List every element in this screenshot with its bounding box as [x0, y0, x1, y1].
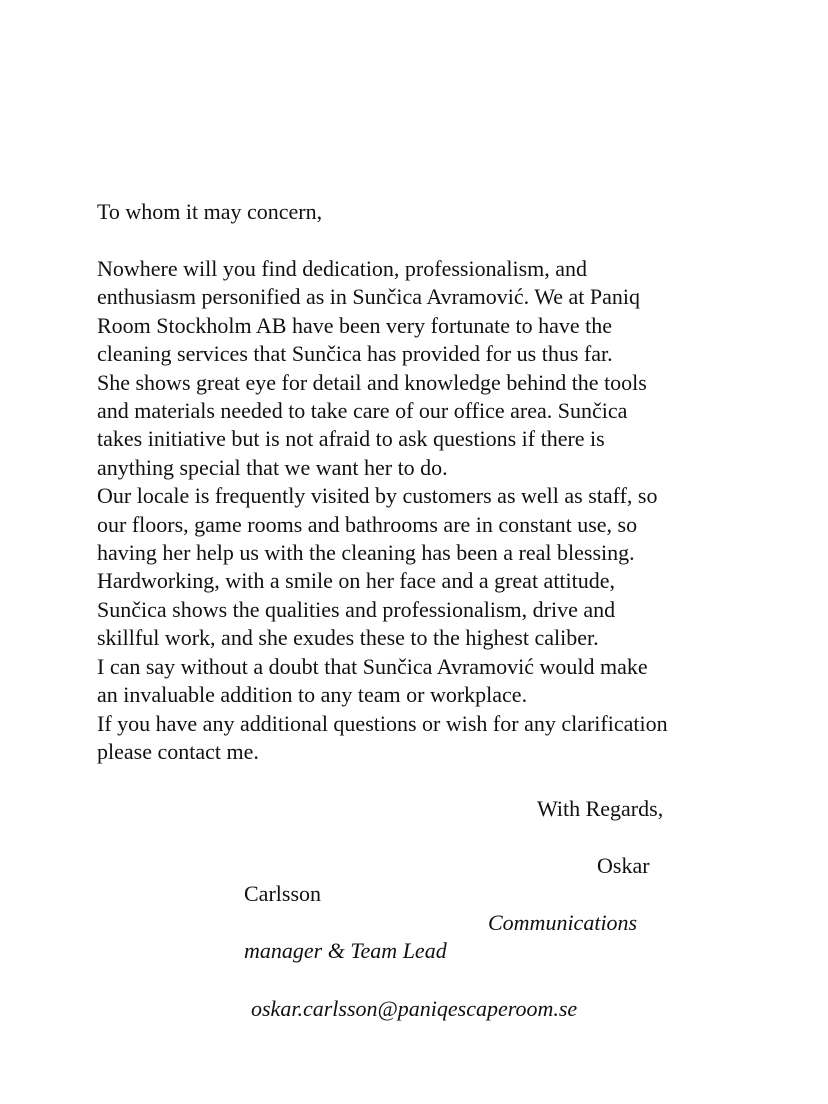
letter-body	[97, 255, 797, 766]
body-line: and materials needed to take care of our office area. Sunčica	[97, 398, 628, 424]
body-line: If you have any additional questions or wish for any clarification	[97, 710, 668, 736]
body-line: Room Stockholm AB have been very fortunate to have the	[97, 312, 613, 338]
signature-first-name: Oskar	[597, 853, 650, 878]
body-line: She shows great eye for detail and knowledge behind the tools	[97, 369, 647, 395]
body-line: Sunčica shows the qualities and professionalism, drive and	[97, 596, 616, 622]
body-line: having her help us with the cleaning has been a real blessing.	[97, 540, 635, 566]
body-line: our floors, game rooms and bathrooms are in constant use, so	[97, 511, 638, 537]
body-line: please contact me.	[97, 738, 259, 764]
body-line: cleaning services that Sunčica has provided for us thus far.	[97, 341, 613, 367]
body-line: skillful work, and she exudes these to the highest caliber.	[97, 625, 599, 651]
body-line: I can say without a doubt that Sunčica Avramović would make	[97, 653, 648, 679]
signature-title-part2: manager & Team Lead	[244, 938, 447, 963]
signature-last-name: Carlsson	[244, 881, 321, 906]
body-line: anything special that we want her to do.	[97, 454, 448, 480]
body-line: Our locale is frequently visited by customers as well as staff, so	[97, 483, 658, 509]
body-line: enthusiasm personified as in Sunčica Avramović. We at Paniq	[97, 284, 641, 310]
letter-closing: With Regards,	[537, 796, 664, 821]
body-line: an invaluable addition to any team or workplace.	[97, 682, 528, 708]
body-line: Hardworking, with a smile on her face and a great attitude,	[97, 568, 616, 594]
letter-greeting: To whom it may concern,	[97, 199, 323, 224]
body-line: Nowhere will you find dedication, professionalism, and	[97, 256, 588, 281]
signature-email: oskar.carlsson@paniqescaperoom.se	[251, 996, 578, 1021]
body-line: takes initiative but is not afraid to ask questions if there is	[97, 426, 605, 452]
signature-title-part1: Communications	[488, 910, 638, 935]
